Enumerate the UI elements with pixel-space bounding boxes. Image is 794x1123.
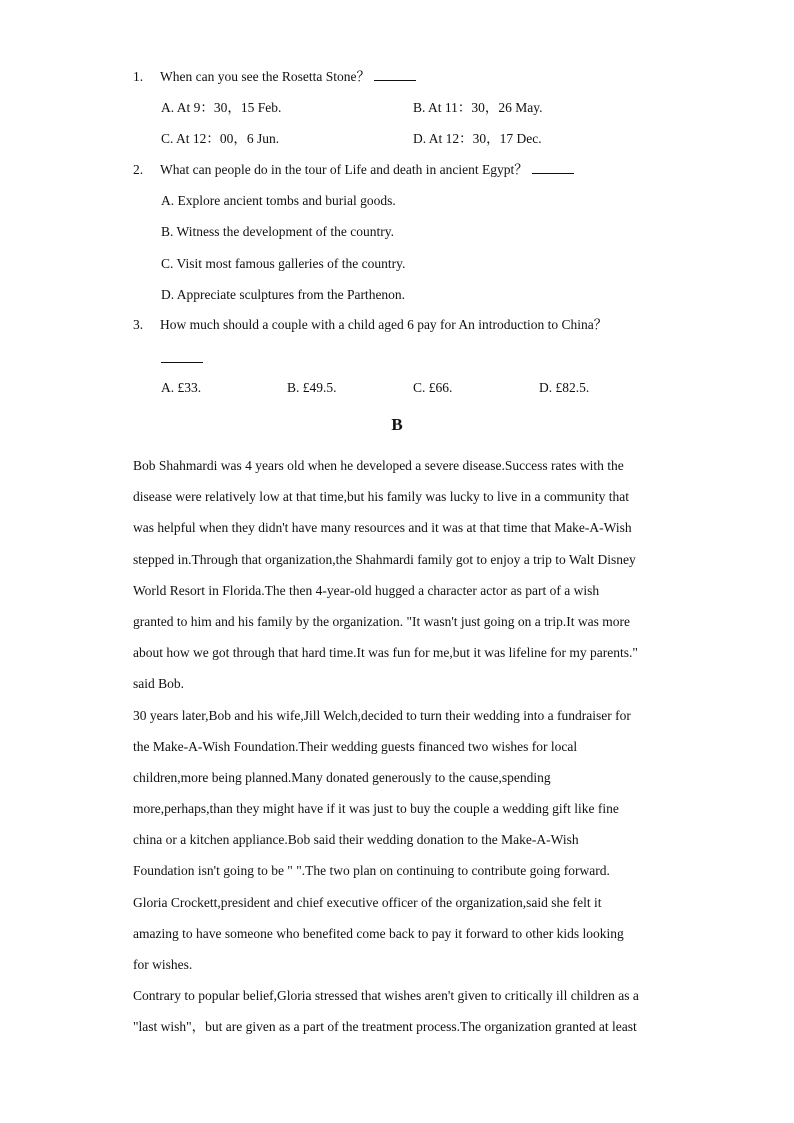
question-2-option-c: C. Visit most famous galleries of the country.	[161, 256, 406, 271]
question-3-option-c: C. £66.	[413, 380, 453, 395]
passage-line: granted to him and his family by the organization. "It wasn't just going on a trip.It was more	[133, 613, 630, 629]
passage-line: Contrary to popular belief,Gloria stressed that wishes aren't given to critically ill children as a	[133, 988, 639, 1004]
passage-line: stepped in.Through that organization,the Shahmardi family got to enjoy a trip to Walt Disney	[133, 551, 636, 567]
question-1-option-d: D. At 12：30，17 Dec.	[413, 131, 542, 146]
answer-blank-1[interactable]	[374, 66, 416, 81]
passage-line: china or a kitchen appliance.Bob said their wedding donation to the Make-A-Wish	[133, 832, 579, 848]
passage-line: was helpful when they didn't have many resources and it was at that time that Make-A-Wish	[133, 520, 632, 536]
passage-line: Gloria Crockett,president and chief executive officer of the organization,said she felt it	[133, 894, 602, 910]
question-1-option-b: B. At 11：30，26 May.	[413, 100, 543, 115]
question-3-number: 3.	[133, 317, 144, 332]
question-3-option-b: B. £49.5.	[287, 380, 337, 395]
passage-line: for wishes.	[133, 957, 193, 972]
answer-blank-2[interactable]	[532, 159, 574, 174]
question-2-text: What can people do in the tour of Life and death in ancient Egypt？	[160, 162, 528, 177]
passage-line: Bob Shahmardi was 4 years old when he developed a severe disease.Success rates with the	[133, 458, 624, 473]
question-2	[133, 159, 574, 180]
passage-line: more,perhaps,than they might have if it was just to buy the couple a wedding gift like fine	[133, 801, 619, 817]
question-2-number: 2.	[133, 162, 144, 177]
question-3-text: How much should a couple with a child aged 6 pay for An introduction to China？	[160, 317, 608, 332]
passage-line: disease were relatively low at that time,but his family was lucky to live in a community that	[133, 489, 629, 505]
answer-blank-3[interactable]	[161, 362, 203, 363]
passage-line: about how we got through that hard time.It was fun for me,but it was lifeline for my parents."	[133, 645, 638, 661]
question-2-option-d: D. Appreciate sculptures from the Parthenon.	[161, 287, 406, 302]
passage-line: "last wish"，but are given as a part of the treatment process.The organization granted at least	[133, 1019, 637, 1035]
passage-line: 30 years later,Bob and his wife,Jill Welch,decided to turn their wedding into a fundraiser for	[133, 707, 631, 723]
question-3-option-d: D. £82.5.	[539, 380, 590, 395]
question-2-option-b: B. Witness the development of the country.	[161, 224, 395, 239]
question-1	[133, 66, 416, 87]
passage-line: amazing to have someone who benefited come back to pay it forward to other kids looking	[133, 925, 624, 941]
question-3-option-a: A. £33.	[161, 380, 202, 395]
passage-line: Foundation isn't going to be " ".The two plan on continuing to contribute going forward.	[133, 863, 610, 879]
question-1-number: 1.	[133, 69, 144, 84]
reading-passage	[133, 450, 663, 1043]
question-2-option-a: A. Explore ancient tombs and burial goods.	[161, 193, 396, 208]
passage-line: the Make-A-Wish Foundation.Their wedding guests financed two wishes for local	[133, 738, 578, 754]
question-3	[133, 315, 607, 335]
question-1-option-a: A. At 9：30，15 Feb.	[161, 100, 282, 115]
section-heading: B	[391, 415, 403, 434]
passage-line: said Bob.	[133, 676, 185, 692]
question-1-text: When can you see the Rosetta Stone？	[160, 69, 370, 84]
passage-line: children,more being planned.Many donated generously to the cause,spending	[133, 769, 551, 785]
passage-line: World Resort in Florida.The then 4-year-old hugged a character actor as part of a wish	[133, 582, 600, 598]
question-1-option-c: C. At 12：00，6 Jun.	[161, 131, 280, 146]
